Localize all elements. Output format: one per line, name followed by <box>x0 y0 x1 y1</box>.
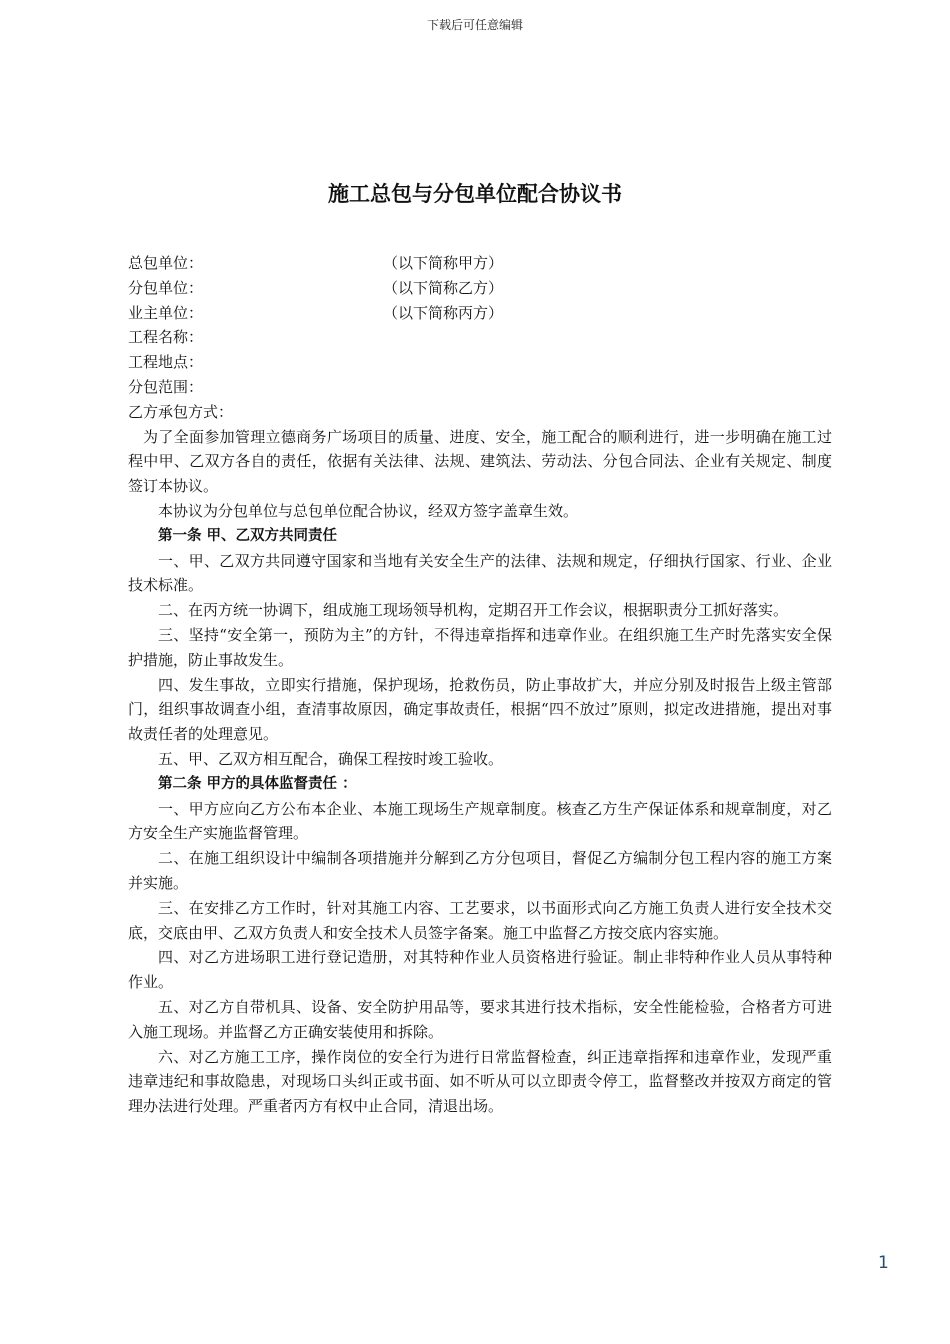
clause-paragraph: 二、在施工组织设计中编制各项措施并分解到乙方分包项目，督促乙方编制分包工程内容的施工方案并实施。 <box>128 849 832 892</box>
field-label: 乙方承包方式： <box>128 402 234 421</box>
section-heading: 第二条 甲方的具体监督责任 ： <box>158 775 357 792</box>
field-label: 分包单位： <box>128 278 204 297</box>
field-contract-method <box>128 400 832 425</box>
field-owner <box>128 301 832 326</box>
section-heading: 第一条 甲、乙双方共同责任 <box>158 527 338 544</box>
clause-paragraph: 三、坚持“安全第一，预防为主”的方针，不得违章指挥和违章作业。在组织施工生产时先落实安全保护措施，防止事故发生。 <box>128 625 832 669</box>
field-project-location <box>128 350 832 375</box>
party-fields <box>128 251 832 425</box>
field-label: 工程地点： <box>128 353 204 372</box>
document-title: 施工总包与分包单位配合协议书 <box>328 182 622 206</box>
field-subcontract-scope <box>128 375 832 400</box>
intro-paragraph: 本协议为分包单位与总包单位配合协议，经双方签字盖章生效。 <box>158 501 579 520</box>
field-label: 工程名称： <box>128 328 204 347</box>
clause-paragraph: 一、甲方应向乙方公布本企业、本施工现场生产规章制度。核查乙方生产保证体系和规章制度，对乙方安全生产实施监督管理。 <box>128 799 832 843</box>
clause-paragraph: 五、甲、乙双方相互配合，确保工程按时竣工验收。 <box>158 749 504 768</box>
field-note: （以下简称丙方） <box>383 303 504 322</box>
clause-paragraph: 二、在丙方统一协调下，组成施工现场领导机构，定期召开工作会议，根据职责分工抓好落实。 <box>158 601 789 620</box>
clause-paragraph: 三、在安排乙方工作时，针对其施工内容、工艺要求，以书面形式向乙方施工负责人进行安全技术交底，交底由甲、乙双方负责人和安全技术人员签字备案。施工中监督乙方按交底内容实施。 <box>128 898 832 942</box>
clause-paragraph: 五、对乙方自带机具、设备、安全防护用品等，要求其进行技术指标，安全性能检验，合格者方可进入施工现场。并监督乙方正确安装使用和拆除。 <box>128 997 832 1041</box>
field-note: （以下简称乙方） <box>383 278 504 297</box>
document-body <box>128 251 832 1119</box>
field-project-name <box>128 325 832 350</box>
field-general-contractor <box>128 251 832 276</box>
field-label: 业主单位： <box>128 303 204 322</box>
field-note: （以下简称甲方） <box>383 254 504 272</box>
field-label: 总包单位： <box>128 254 204 272</box>
field-label: 分包范围： <box>128 377 204 396</box>
page-header: 下载后可任意编辑 <box>426 18 523 32</box>
clause-paragraph: 六、对乙方施工工序，操作岗位的安全行为进行日常监督检查，纠正违章指挥和违章作业，发现严重违章违纪和事故隐患，对现场口头纠正或书面、如不听从可以立即责令停工，监督整改并按双方商定的管理办法进行处理。严重者丙方有权中止合同，清退出场。 <box>128 1047 832 1116</box>
clause-paragraph: 一、甲、乙双方共同遵守国家和当地有关安全生产的法律、法规和规定，仔细执行国家、行业、企业技术标准。 <box>128 551 832 595</box>
clause-paragraph: 四、对乙方进场职工进行登记造册，对其特种作业人员资格进行验证。制止非特种作业人员从事特种作业。 <box>128 948 832 992</box>
field-subcontractor <box>128 276 832 301</box>
intro-paragraph: 为了全面参加管理立德商务广场项目的质量、进度、安全，施工配合的顺利进行，进一步明确在施工过程中甲、乙双方各自的责任，依据有关法律、法规、建筑法、劳动法、分包合同法、企业有关规定、制度签订本协议。 <box>128 427 832 496</box>
page-number: 1 <box>878 1253 889 1273</box>
clause-paragraph: 四、发生事故，立即实行措施，保护现场，抢救伤员，防止事故扩大，并应分别及时报告上级主管部门，组织事故调查小组，查清事故原因，确定事故责任，根据“四不放过”原则，拟定改进措施，提出对事故责任者的处理意见。 <box>128 675 832 744</box>
